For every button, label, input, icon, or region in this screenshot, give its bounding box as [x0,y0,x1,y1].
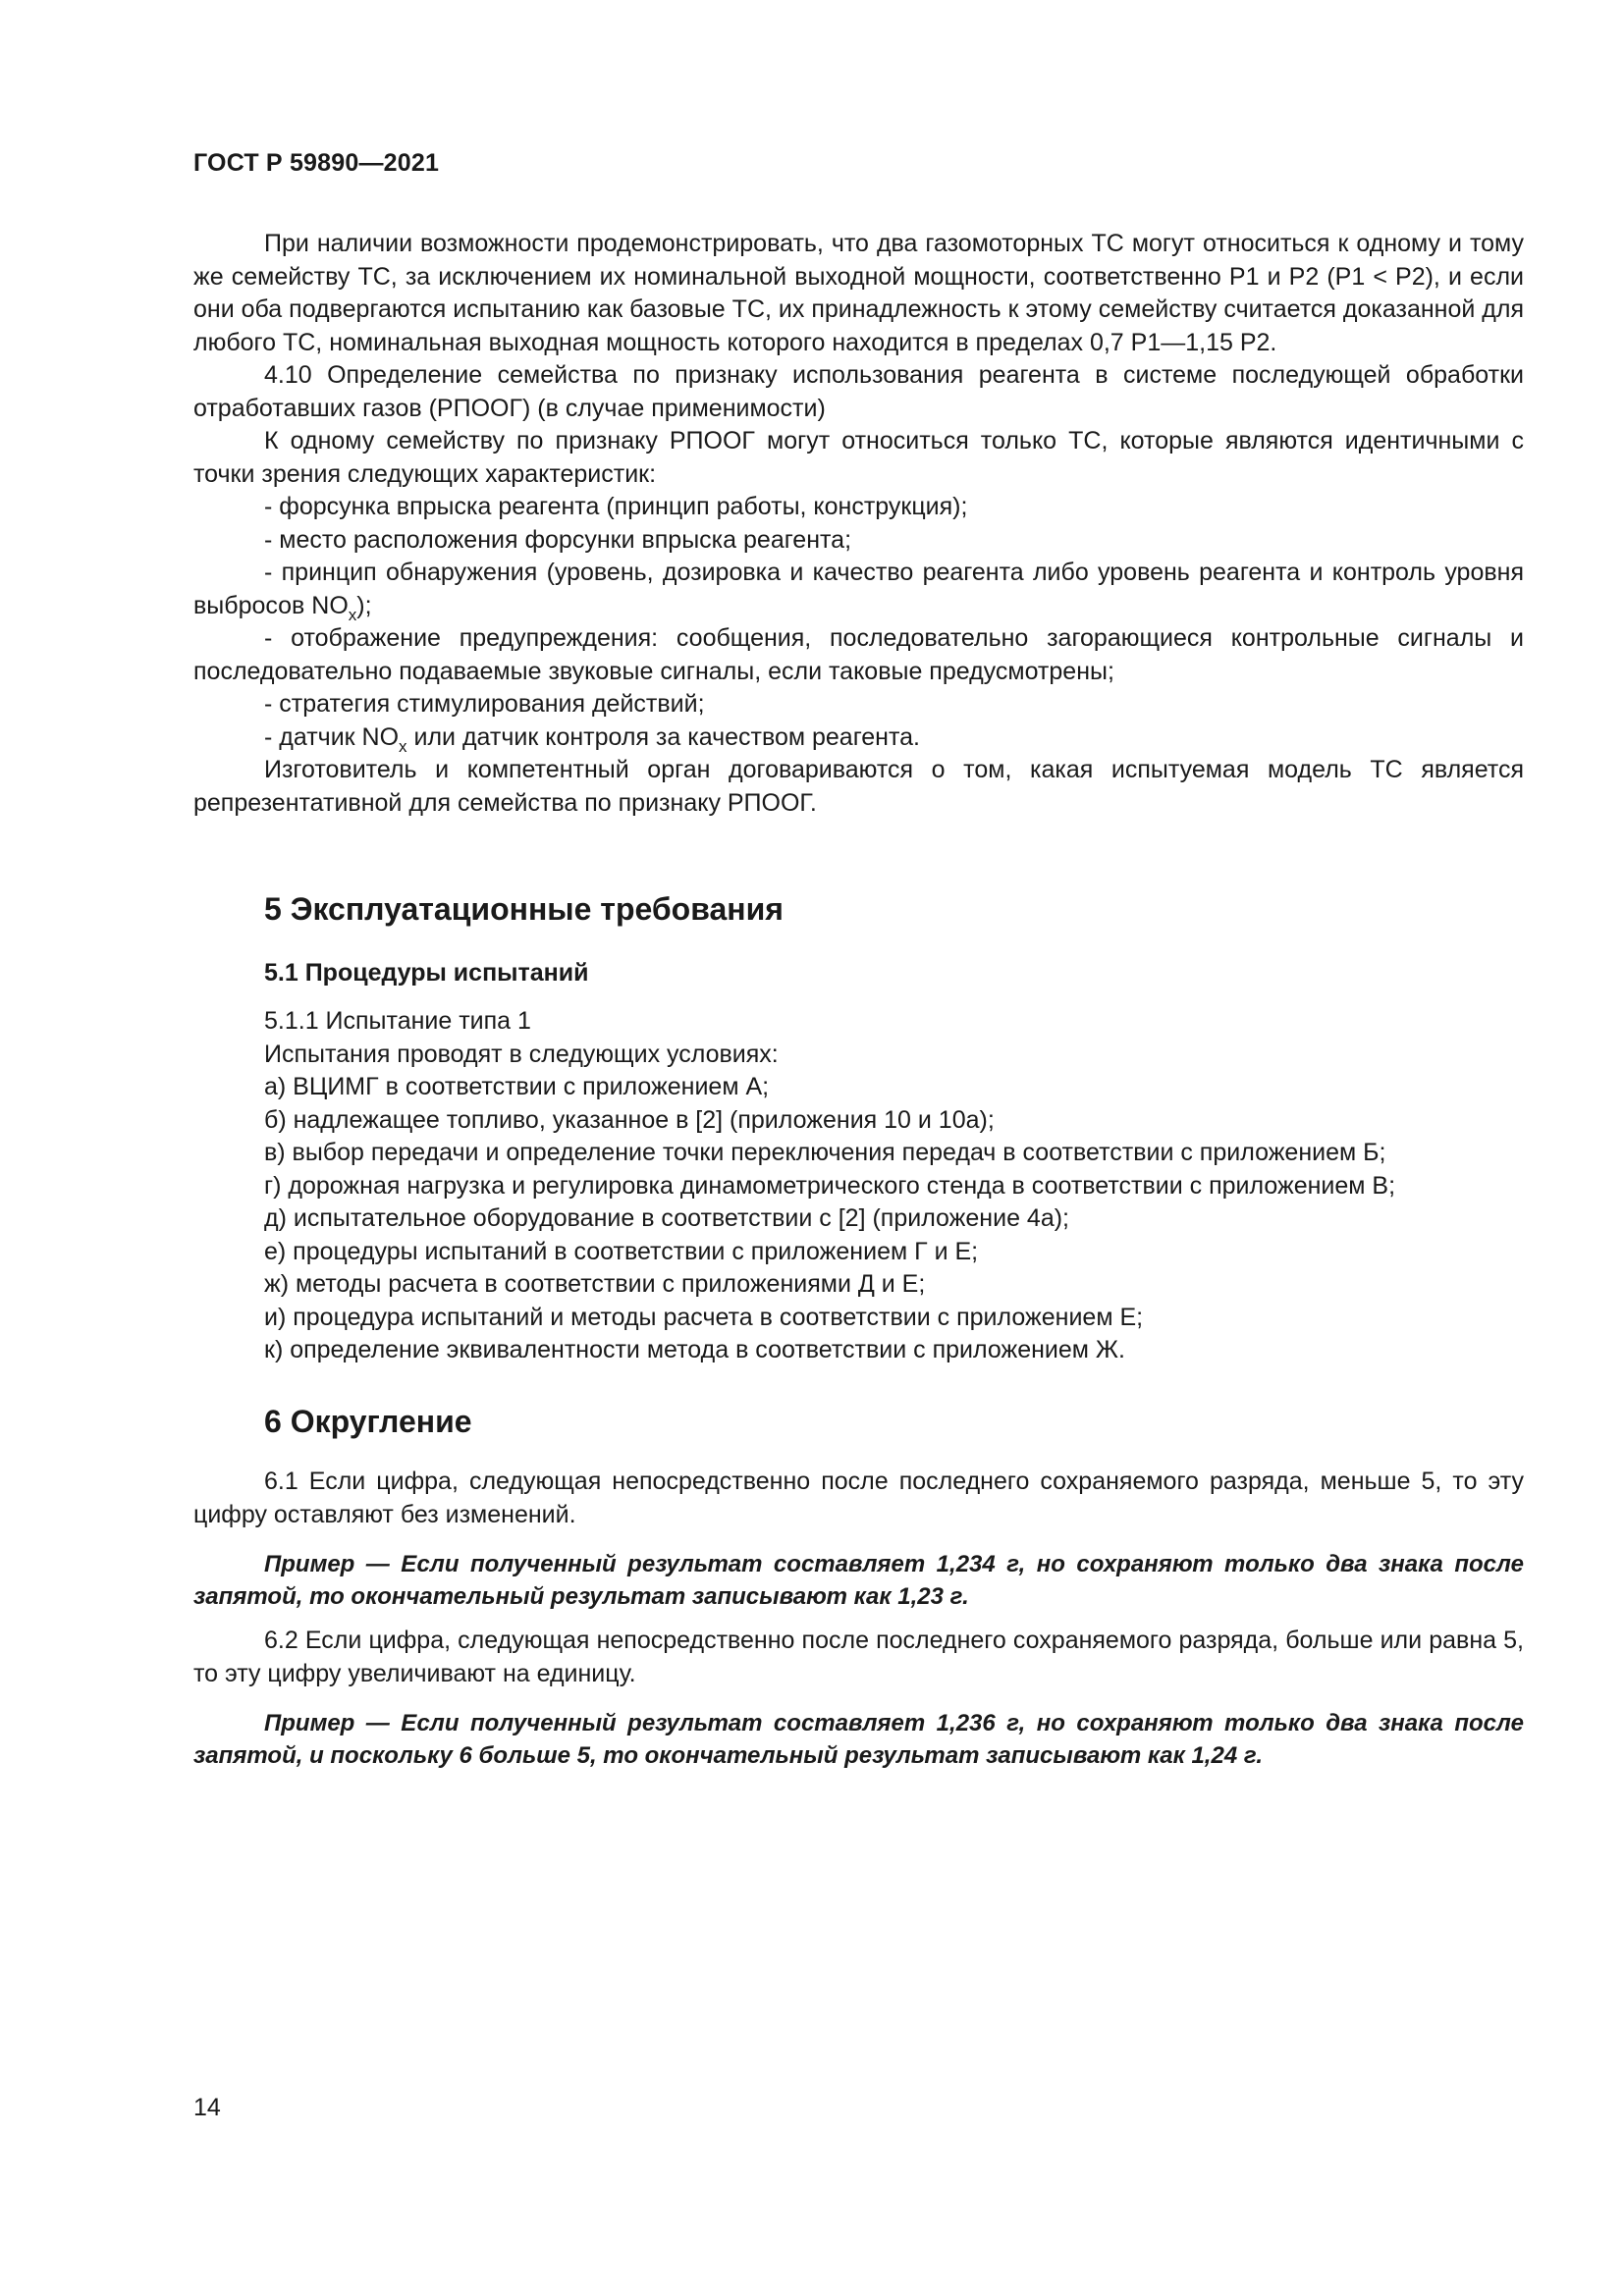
list-item-injector-location: - место расположения форсунки впрыска реагента; [264,525,852,554]
detection-text: - принцип обнаружения (уровень, дозировка и качество реагента либо уровень реагента и контроль уровня выбросов NO [193,559,1524,619]
paragraph-6-2: 6.2 Если цифра, следующая непосредственно после последнего сохраняемого разряда, больше или равна 5, то эту цифру увеличивают на единицу. [193,1627,1524,1687]
list-item-injector: - форсунка впрыска реагента (принцип работы, конструкция); [264,493,968,520]
list-line: Испытания проводят в следующих условиях: [264,1040,779,1068]
list-item-detection [193,557,1524,622]
intro-section [193,228,1524,820]
example-1: Пример — Если полученный результат составляет 1,234 г, но сохраняют только два знака после запятой, то окончательный результат записывают как 1,23 г. [193,1551,1524,1610]
paragraph-representative-model: Изготовитель и компетентный орган договариваются о том, какая испытуемая модель ТС является репрезентативной для семейства по признаку РПООГ. [193,756,1524,817]
list-line: в) выбор передачи и определение точки переключения передач в соответствии с приложением Б; [264,1139,1386,1166]
list-line: к) определение эквивалентности метода в соответствии с приложением Ж. [264,1336,1125,1363]
list-line: е) процедуры испытаний в соответствии с приложением Г и Е; [264,1237,979,1265]
list-line: и) процедура испытаний и методы расчета в соответствии с приложением Е; [264,1303,1144,1331]
paragraph-power-range: При наличии возможности продемонстрировать, что два газомоторных ТС могут относиться к одному и тому же семейству ТС, за исключением их номинальной выходной мощности, соответственно P1 и P2 (P1 < P2), и если они оба подвергаются испытанию как базовые ТС, их принадлежность к этому семейству считается доказанной для любого ТС, номинальная выходная мощность которого находится в пределах 0,7 P1—1,15 P2. [193,230,1524,356]
subscript-x: x [348,605,357,624]
page-number: 14 [193,2094,221,2121]
list-line: б) надлежащее топливо, указанное в [2] (приложения 10 и 10а); [264,1105,995,1134]
document-header: ГОСТ Р 59890—2021 [193,149,440,177]
paragraph-family-criteria: К одному семейству по признаку РПООГ могут относиться только ТС, которые являются идентичными с точки зрения следующих характеристик: [193,427,1524,488]
detection-text-end: ); [356,591,372,619]
section-6-2 [193,1625,1524,1690]
section-5-title: 5 Эксплуатационные требования [264,891,784,927]
section-5-1-title: 5.1 Процедуры испытаний [264,959,589,987]
list-line: 5.1.1 Испытание типа 1 [264,1007,531,1035]
list-line: а) ВЦИМГ в соответствии с приложением А; [264,1073,770,1100]
list-line: ж) методы расчета в соответствии с приложениями Д и Е; [264,1270,926,1298]
paragraph-6-1: 6.1 Если цифра, следующая непосредственно после последнего сохраняемого разряда, меньше 5, то эту цифру оставляют без изменений. [193,1468,1524,1528]
list-line: г) дорожная нагрузка и регулировка динамометрического стенда в соответствии с приложением В; [264,1171,1396,1200]
subscript-x: x [399,736,407,756]
section-6-1 [193,1466,1524,1531]
list-item-sensor [193,721,1524,755]
paragraph-4-10: 4.10 Определение семейства по признаку использования реагента в системе последующей обработки отработавших газов (РПООГ) (в случае применимости) [193,361,1524,422]
list-line: д) испытательное оборудование в соответствии с [2] (приложение 4а); [264,1204,1070,1232]
sensor-text-end: или датчик контроля за качеством реагента. [406,722,921,751]
list-item-warning: - отображение предупреждения: сообщения, последовательно загорающиеся контрольные сигналы и последовательно подаваемые звуковые сигналы, если таковые предусмотрены; [193,624,1524,685]
sensor-text: - датчик NO [264,722,400,751]
example-2: Пример — Если полученный результат составляет 1,236 г, но сохраняют только два знака после запятой, и поскольку 6 больше 5, то окончательный результат записывают как 1,24 г. [193,1710,1524,1769]
list-item-strategy: - стратегия стимулирования действий; [264,690,705,718]
section-5-list [193,1005,1524,1367]
section-6-title: 6 Округление [264,1404,472,1439]
